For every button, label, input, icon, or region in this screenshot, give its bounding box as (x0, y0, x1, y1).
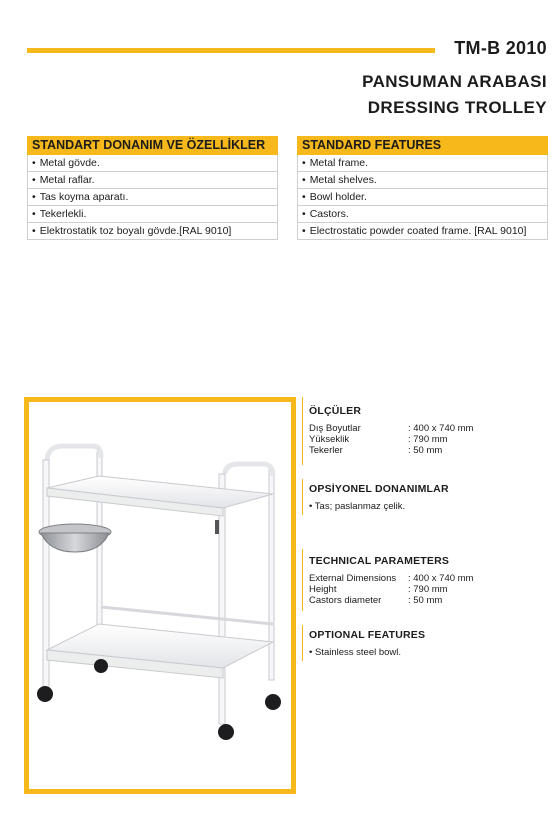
product-title-en: DRESSING TROLLEY (367, 98, 547, 117)
header-accent-bar (27, 48, 435, 53)
trolley-illustration (29, 402, 291, 789)
features-box-en (297, 136, 548, 240)
bullet-icon: • (302, 225, 306, 237)
product-title-tr: PANSUMAN ARABASI (362, 72, 547, 91)
dimensions-heading-tr: ÖLÇÜLER (309, 405, 362, 417)
spec-row: Tekerler : 50 mm (309, 445, 443, 456)
wheel-back-right (265, 694, 281, 710)
bullet-icon: • (32, 191, 36, 203)
features-heading-en: STANDARD FEATURES (297, 136, 548, 155)
spec-row: External Dimensions : 400 x 740 mm (309, 573, 474, 584)
optional-heading-en: OPTIONAL FEATURES (309, 629, 426, 641)
optional-heading-tr: OPSİYONEL DONANIMLAR (309, 483, 449, 495)
optional-section-tr (302, 479, 552, 515)
feature-item: • Metal frame. (297, 155, 548, 172)
side-rail (101, 607, 273, 624)
wheel-front-right (218, 724, 234, 740)
feature-item: • Bowl holder. (297, 189, 548, 206)
bullet-icon: • (302, 208, 306, 220)
spec-row: Height : 790 mm (309, 584, 448, 595)
bullet-icon: • (302, 191, 306, 203)
features-box-tr (27, 136, 278, 240)
feature-item: • Elektrostatik toz boyalı gövde.[RAL 9010] (27, 223, 278, 240)
feature-item: • Metal raflar. (27, 172, 278, 189)
bullet-icon: • (32, 174, 36, 186)
feature-item: • Metal shelves. (297, 172, 548, 189)
back-right-leg (269, 470, 274, 680)
spec-row: Castors diameter : 50 mm (309, 595, 443, 606)
optional-item: • Tas; paslanmaz çelik. (309, 501, 406, 512)
bullet-icon: • (302, 174, 306, 186)
technical-heading-en: TECHNICAL PARAMETERS (309, 555, 450, 567)
wheel-front-left (37, 686, 53, 702)
model-number: TM-B 2010 (454, 38, 547, 58)
bullet-icon: • (32, 225, 36, 237)
wheel-back-left (94, 659, 108, 673)
optional-item: • Stainless steel bowl. (309, 647, 402, 658)
bullet-icon: • (302, 157, 306, 169)
dimensions-section-tr (302, 397, 552, 465)
bullet-icon: • (32, 208, 36, 220)
bowl-holder-bracket (215, 520, 219, 534)
feature-item: • Electrostatic powder coated frame. [RAL 9010] (297, 223, 548, 240)
specs-column (302, 397, 552, 661)
product-photo-frame (24, 397, 296, 794)
feature-item: • Castors. (297, 206, 548, 223)
left-handle (47, 446, 101, 462)
bullet-icon: • (32, 157, 36, 169)
optional-section-en (302, 625, 552, 661)
feature-item: • Tas koyma aparatı. (27, 189, 278, 206)
right-handle (225, 464, 273, 476)
spec-row: Dış Boyutlar : 400 x 740 mm (309, 423, 474, 434)
technical-section-en (302, 549, 552, 611)
feature-item: • Metal gövde. (27, 155, 278, 172)
feature-item: • Tekerlekli. (27, 206, 278, 223)
features-heading-tr: STANDART DONANIM VE ÖZELLİKLER (27, 136, 278, 155)
spec-row: Yükseklik : 790 mm (309, 434, 448, 445)
